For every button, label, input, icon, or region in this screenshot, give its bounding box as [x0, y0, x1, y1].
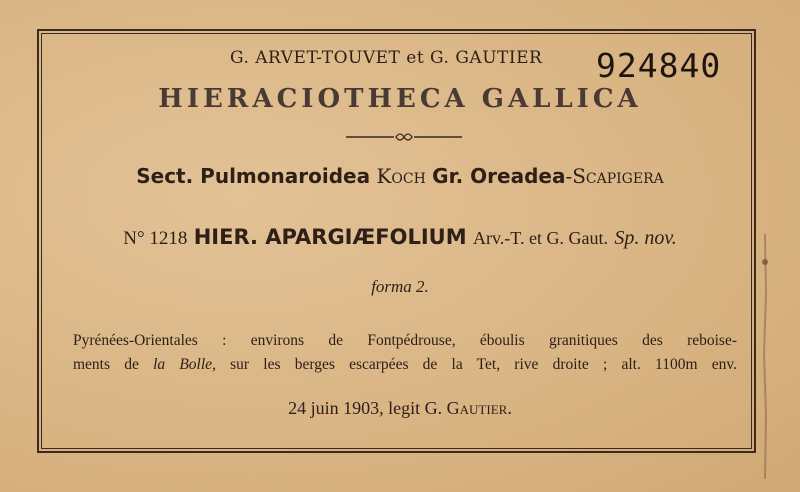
section-author: Koch: [376, 164, 426, 188]
species-number: N° 1218: [123, 228, 188, 249]
locality-line-1: Pyrénées-Orientales : environs de Fontpédrouse, éboulis granitiques des reboise-: [73, 332, 737, 349]
locality-place: la Bolle: [153, 356, 213, 373]
collection-date: 24 juin 1903, legit G.: [288, 398, 443, 418]
mounting-strip-edge: [757, 234, 773, 479]
section-line: [0, 164, 800, 188]
section-name: Sect. Pulmonaroidea: [136, 164, 371, 188]
authors-line: G. ARVET-TOUVET et G. GAUTIER: [230, 48, 543, 68]
locality-line-2: [73, 356, 737, 374]
locality-line-2-start: ments de: [73, 356, 154, 373]
collection-line: [0, 398, 800, 419]
locality-line-2-end: , sur les berges escarpées de la Tet, rive droite ; alt. 1100m env.: [212, 356, 737, 373]
species-status: Sp. nov.: [614, 227, 677, 249]
group-name: Gr. Oreadea: [432, 164, 566, 188]
forma-line: forma 2.: [371, 277, 429, 296]
catalog-number: 924840: [596, 46, 722, 85]
ornament-divider: [344, 130, 464, 144]
species-line: [0, 225, 800, 250]
group-suffix: -Scapigera: [565, 164, 664, 188]
label-title: HIERACIOTHECA GALLICA: [158, 84, 642, 114]
species-authority: Arv.-T. et G. Gaut.: [472, 228, 608, 248]
species-name: HIER. APARGIÆFOLIUM: [193, 225, 467, 249]
collector-name: Gautier.: [446, 398, 512, 418]
